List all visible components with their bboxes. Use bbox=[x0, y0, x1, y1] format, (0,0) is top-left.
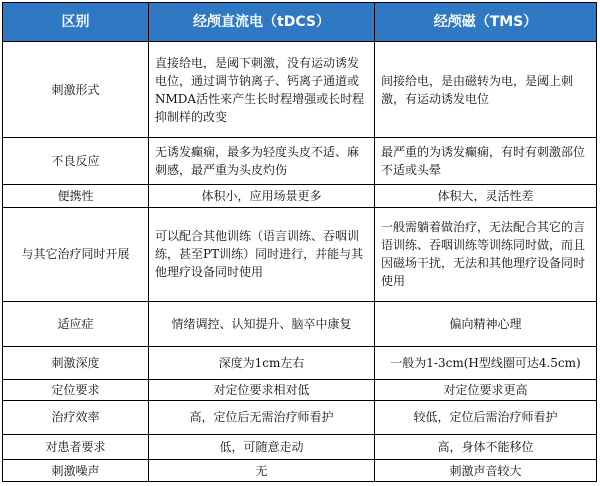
tdcs-cell: 直接给电，是阈下刺激，没有运动诱发电位，通过调节钠离子、钙离子通道或NMDA活性来产生长时程增强或长时程抑制样的改变 bbox=[149, 42, 375, 138]
tdcs-cell: 高，定位后无需治疗师看护 bbox=[149, 401, 375, 435]
table-row bbox=[3, 434, 597, 460]
row-label: 刺激噪声 bbox=[3, 460, 149, 482]
tms-cell: 最严重的为诱发癫痫，有时有刺激部位不适或头晕 bbox=[375, 138, 597, 185]
tms-cell: 刺激声音较大 bbox=[375, 460, 597, 482]
tdcs-cell: 低，可随意走动 bbox=[149, 434, 375, 460]
tms-cell: 一般为1-3cm(H型线圈可达4.5cm) bbox=[375, 346, 597, 379]
tdcs-cell: 情绪调控、认知提升、脑卒中康复 bbox=[149, 301, 375, 346]
tdcs-cell: 深度为1cm左右 bbox=[149, 346, 375, 379]
tdcs-cell: 对定位要求相对低 bbox=[149, 379, 375, 400]
header-cell-difference: 区别 bbox=[3, 3, 149, 42]
row-label: 便携性 bbox=[3, 185, 149, 208]
table-row bbox=[3, 301, 597, 346]
table-row bbox=[3, 185, 597, 208]
row-label: 对患者要求 bbox=[3, 434, 149, 460]
table-row bbox=[3, 207, 597, 301]
row-label: 适应症 bbox=[3, 301, 149, 346]
table-row bbox=[3, 401, 597, 435]
table-row bbox=[3, 42, 597, 138]
table-row bbox=[3, 138, 597, 185]
tms-cell: 间接给电，是由磁转为电，是阈上刺激，有运动诱发电位 bbox=[375, 42, 597, 138]
tms-cell: 对定位要求更高 bbox=[375, 379, 597, 400]
row-label: 刺激深度 bbox=[3, 346, 149, 379]
comparison-table bbox=[2, 2, 597, 482]
tdcs-cell: 无 bbox=[149, 460, 375, 482]
row-label: 不良反应 bbox=[3, 138, 149, 185]
tms-cell: 高，身体不能移位 bbox=[375, 434, 597, 460]
row-label: 与其它治疗同时开展 bbox=[3, 207, 149, 301]
table-row bbox=[3, 379, 597, 400]
header-row bbox=[3, 3, 597, 42]
table-row bbox=[3, 460, 597, 482]
row-label: 定位要求 bbox=[3, 379, 149, 400]
tms-cell: 较低，定位后需治疗师看护 bbox=[375, 401, 597, 435]
table-row bbox=[3, 346, 597, 379]
tdcs-cell: 无诱发癫痫，最多为轻度头皮不适、麻刺感，最严重为头皮灼伤 bbox=[149, 138, 375, 185]
header-cell-tdcs: 经颅直流电（tDCS） bbox=[149, 3, 375, 42]
row-label: 治疗效率 bbox=[3, 401, 149, 435]
tms-cell: 偏向精神心理 bbox=[375, 301, 597, 346]
header-cell-tms: 经颅磁（TMS） bbox=[375, 3, 597, 42]
tms-cell: 一般需躺着做治疗，无法配合其它的言语训练、吞咽训练等训练同时做，而且因磁场干扰，无法和其他理疗设备同时使用 bbox=[375, 207, 597, 301]
tdcs-cell: 体积小，应用场景更多 bbox=[149, 185, 375, 208]
row-label: 刺激形式 bbox=[3, 42, 149, 138]
tms-cell: 体积大，灵活性差 bbox=[375, 185, 597, 208]
tdcs-cell: 可以配合其他训练（语言训练、吞咽训练，甚至PT训练）同时进行，并能与其他理疗设备同时使用 bbox=[149, 207, 375, 301]
